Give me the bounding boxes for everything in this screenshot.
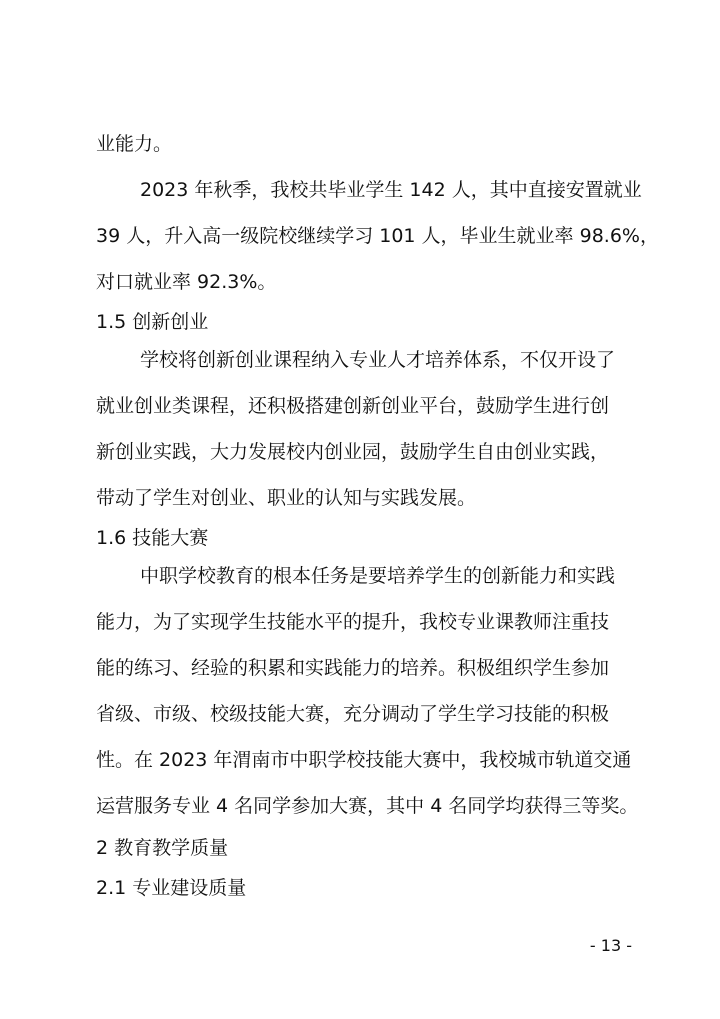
text-line: 省级、市级、校级技能大赛，充分调动了学生学习技能的积极 bbox=[96, 703, 610, 725]
text-line: 性。在 2023 年渭南市中职学校技能大赛中，我校城市轨道交通 bbox=[96, 749, 632, 771]
page-number: - 13 - bbox=[589, 936, 632, 955]
section-heading: 1.5 创新创业 bbox=[96, 311, 209, 333]
text-line: 新创业实践，大力发展校内创业园，鼓励学生自由创业实践， bbox=[96, 441, 610, 463]
text-line: 学校将创新创业课程纳入专业人才培养体系，不仅开设了 bbox=[140, 349, 616, 371]
section-heading: 2 教育教学质量 bbox=[96, 837, 229, 859]
text-line: 中职学校教育的根本任务是要培养学生的创新能力和实践 bbox=[140, 565, 616, 587]
text-line: 业能力。 bbox=[96, 133, 173, 155]
text-line: 能的练习、经验的积累和实践能力的培养。积极组织学生参加 bbox=[96, 657, 610, 679]
text-line: 2023 年秋季，我校共毕业学生 142 人，其中直接安置就业 bbox=[140, 179, 642, 201]
section-heading: 1.6 技能大赛 bbox=[96, 527, 209, 549]
text-line: 带动了学生对创业、职业的认知与实践发展。 bbox=[96, 487, 477, 509]
text-line: 39 人，升入高一级院校继续学习 101 人，毕业生就业率 98.6%， bbox=[96, 225, 659, 247]
text-line: 对口就业率 92.3%。 bbox=[96, 271, 277, 293]
text-line: 能力，为了实现学生技能水平的提升，我校专业课教师注重技 bbox=[96, 611, 610, 633]
text-line: 就业创业类课程，还积极搭建创新创业平台，鼓励学生进行创 bbox=[96, 395, 610, 417]
subsection-heading: 2.1 专业建设质量 bbox=[96, 877, 247, 899]
text-line: 运营服务专业 4 名同学参加大赛，其中 4 名同学均获得三等奖。 bbox=[96, 795, 639, 817]
